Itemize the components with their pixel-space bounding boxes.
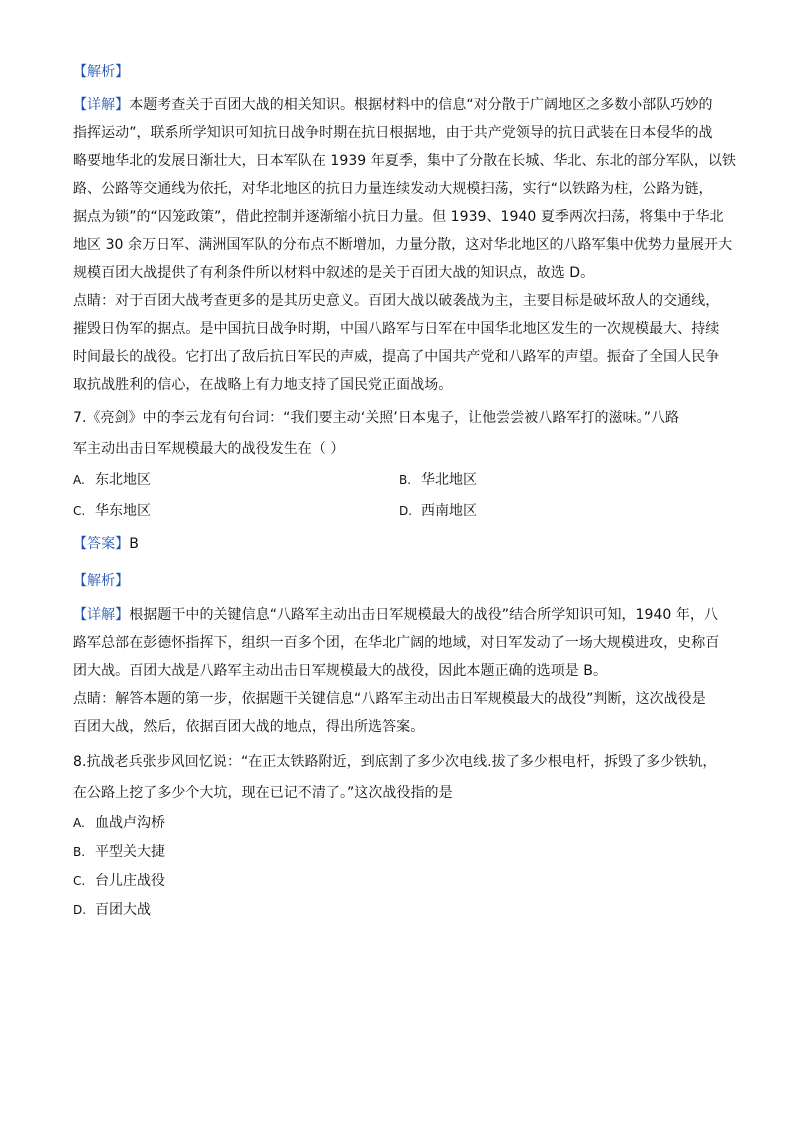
analysis-tag: 【解析】 xyxy=(73,64,130,80)
question-stem: 军主动出击日军规模最大的战役发生在（ ） xyxy=(73,441,345,457)
option-b: B. 平型关大捷 xyxy=(73,844,165,860)
answer-value: B xyxy=(129,536,139,552)
key-point-note xyxy=(73,287,729,399)
text-line: 路军总部在彭德怀指挥下，组织一百多个团，在华北广阔的地域，对日军发动了一场大规模进攻，史称百 xyxy=(73,635,720,651)
option-d: D. 西南地区 xyxy=(399,503,477,519)
text-line: 点睛：对于百团大战考查更多的是其历史意义。百团大战以破袭战为主，主要目标是破坏敌人的交通线， xyxy=(73,293,720,309)
options-list xyxy=(73,809,729,925)
text-line: 规模百团大战提供了有利条件所以材料中叙述的是关于百团大战的知识点，故选 D。 xyxy=(73,265,595,281)
answer-line xyxy=(73,527,729,561)
option-c: C. 华东地区 xyxy=(73,503,151,519)
detail-tag: 【详解】 xyxy=(73,97,130,113)
detail-tag: 【详解】 xyxy=(73,607,130,623)
option-d: D. 百团大战 xyxy=(73,902,151,918)
answer-tag: 【答案】 xyxy=(73,536,130,552)
detail-explanation xyxy=(73,91,737,287)
question-stem: 8.抗战老兵张步风回忆说：“在正太铁路附近，到底割了多少次电线.拔了多少根电杆，拆毁了多少铁轨， xyxy=(73,754,717,770)
text-line: 摧毁日伪军的据点。是中国抗日战争时期，中国八路军与日军在中国华北地区发生的一次规模最大、持续 xyxy=(73,321,720,337)
option-a: A. 血战卢沟桥 xyxy=(73,815,165,831)
option-b: B. 华北地区 xyxy=(399,472,477,488)
document-content xyxy=(73,62,737,925)
options-list xyxy=(73,465,729,527)
text-line: 指挥运动”，联系所学知识可知抗日战争时期在抗日根据地，由于共产党领导的抗日武装在日本侵华的战 xyxy=(73,125,713,141)
text-line: 点睛：解答本题的第一步，依据题干关键信息“八路军主动出击日军规模最大的战役”判断，这次战役是 xyxy=(73,691,706,707)
question-7 xyxy=(73,403,729,741)
question-stem: 在公路上挖了多少个大坑，现在已记不清了。”这次战役指的是 xyxy=(73,785,453,801)
analysis-tag: 【解析】 xyxy=(73,573,130,589)
text-line: 根据题干中的关键信息“八路军主动出击日军规模最大的战役”结合所学知识可知，1940 年，八 xyxy=(129,607,719,623)
text-line: 百团大战，然后，依据百团大战的地点，得出所选答案。 xyxy=(73,719,425,735)
text-line: 路、公路等交通线为依托，对华北地区的抗日力量连续发动大规模扫荡，实行“以铁路为柱，公路为链， xyxy=(73,181,713,197)
text-line: 略要地华北的发展日渐壮大，日本军队在 1939 年夏季，集中了分散在长城、华北、东北的部分军队，以铁 xyxy=(73,153,737,169)
option-c: C. 台儿庄战役 xyxy=(73,873,165,889)
text-line: 团大战。百团大战是八路军主动出击日军规模最大的战役，因此本题正确的选项是 B。 xyxy=(73,663,608,679)
text-line: 取抗战胜利的信心，在战略上有力地支持了国民党正面战场。 xyxy=(73,377,453,393)
text-line: 本题考查关于百团大战的相关知识。根据材料中的信息“对分散于广阔地区之多数小部队巧妙的 xyxy=(129,97,713,113)
text-line: 据点为锁”的“囚笼政策”，借此控制并逐渐缩小抗日力量。但 1939、1940 夏季两次扫荡，将集中于华北 xyxy=(73,209,724,225)
question-stem: 7.《亮剑》中的李云龙有句台词：“我们要主动‘关照’日本鬼子，让他尝尝被八路军打的滋味。”八路 xyxy=(73,410,680,426)
option-a: A. 东北地区 xyxy=(73,472,151,488)
text-line: 地区 30 余万日军、满洲国军队的分布点不断增加，力量分散，这对华北地区的八路军集中优势力量展开大 xyxy=(73,237,733,253)
text-line: 时间最长的战役。它打出了敌后抗日军民的声威，提高了中国共产党和八路军的声望。振奋了全国人民争 xyxy=(73,349,720,365)
question-8 xyxy=(73,747,729,925)
